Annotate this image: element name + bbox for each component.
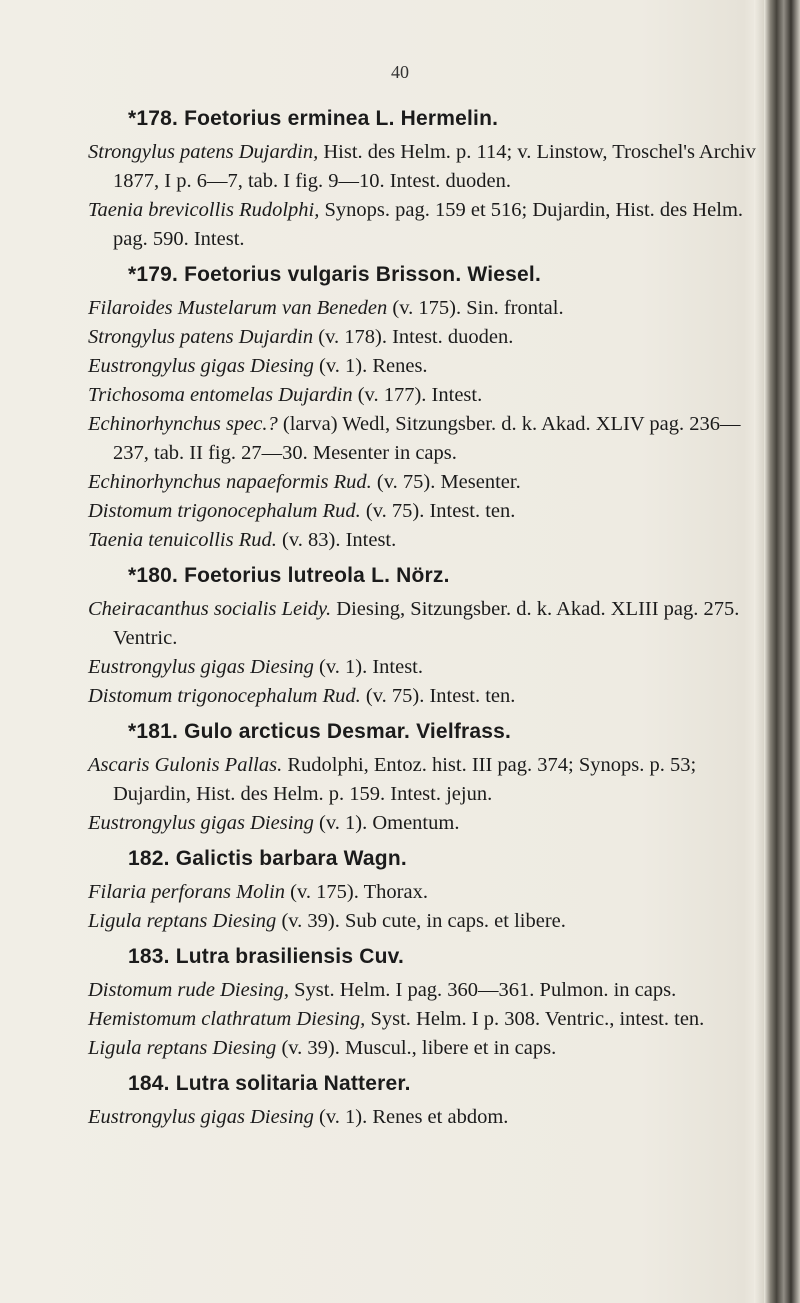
- parasite-name: Taenia brevicollis Rudolphi,: [88, 199, 320, 221]
- parasite-name: Filaroides Mustelarum van Beneden: [88, 297, 388, 319]
- parasite-entry: [88, 1034, 760, 1063]
- parasite-name: Filaria perforans Molin: [88, 881, 286, 903]
- page-edge-binding: [764, 0, 800, 1303]
- parasite-reference: Synops. pag. 159 et 516; Dujardin, Hist. des Helm. pag. 590. Intest.: [113, 199, 744, 250]
- parasite-entry: [88, 1005, 760, 1034]
- parasite-entry: [88, 294, 760, 323]
- parasite-name: Echinorhynchus spec.?: [88, 413, 278, 435]
- parasite-reference: (v. 75). Mesenter.: [371, 471, 521, 493]
- parasite-reference: (v. 1). Intest.: [313, 656, 424, 678]
- species-heading: 184. Lutra solitaria Natterer.: [128, 1072, 411, 1095]
- parasite-name: Eustrongylus gigas Diesing: [88, 355, 314, 377]
- species-section: [88, 104, 760, 260]
- parasite-reference: (v. 75). Intest. ten.: [360, 685, 516, 707]
- parasite-reference: (v. 75). Intest. ten.: [360, 500, 516, 522]
- parasite-name: Echinorhynchus napaeformis Rud.: [88, 471, 372, 493]
- species-section: [88, 844, 760, 942]
- parasite-entry: [88, 323, 760, 352]
- parasite-name: Eustrongylus gigas Diesing: [88, 1106, 314, 1128]
- parasite-entry: [88, 595, 760, 653]
- parasite-name: Ascaris Gulonis Pallas.: [88, 754, 283, 776]
- parasite-reference: Syst. Helm. I pag. 360—361. Pulmon. in caps.: [289, 979, 677, 1001]
- parasite-reference: (v. 1). Renes et abdom.: [313, 1106, 509, 1128]
- parasite-name: Distomum trigonocephalum Rud.: [88, 500, 361, 522]
- parasite-name: Ligula reptans Diesing: [88, 1037, 277, 1059]
- parasite-entry: [88, 682, 760, 711]
- species-section: [88, 561, 760, 717]
- parasite-reference: (v. 1). Renes.: [313, 355, 428, 377]
- parasite-reference: (v. 39). Sub cute, in caps. et libere.: [276, 910, 566, 932]
- parasite-name: Trichosoma entomelas Dujardin: [88, 384, 353, 406]
- section-spacer: [88, 1132, 760, 1138]
- parasite-entry: [88, 751, 760, 809]
- species-section: [88, 1069, 760, 1138]
- species-section: [88, 260, 760, 561]
- parasite-entry: [88, 907, 760, 936]
- parasite-name: Eustrongylus gigas Diesing: [88, 812, 314, 834]
- parasite-name: Strongylus patens Dujardin,: [88, 141, 319, 163]
- parasite-name: Distomum rude Diesing,: [88, 979, 290, 1001]
- parasite-reference: (v. 178). Intest. duoden.: [313, 326, 514, 348]
- parasite-reference: (v. 177). Intest.: [352, 384, 483, 406]
- parasite-name: Cheiracanthus socialis Leidy.: [88, 598, 332, 620]
- parasite-name: Hemistomum clathratum Diesing,: [88, 1008, 366, 1030]
- species-heading: 182. Galictis barbara Wagn.: [128, 847, 407, 870]
- page-number: 40: [391, 62, 409, 82]
- species-heading: *180. Foetorius lutreola L. Nörz.: [128, 564, 450, 587]
- parasite-entry: [88, 653, 760, 682]
- parasite-name: Ligula reptans Diesing: [88, 910, 277, 932]
- species-section: [88, 717, 760, 844]
- parasite-entry: [88, 1103, 760, 1132]
- species-section: [88, 942, 760, 1069]
- parasite-reference: (larva) Wedl, Sitzungsber. d. k. Akad. XLIV pag. 236—237, tab. II fig. 27—30. Mesenter in caps.: [113, 413, 741, 464]
- parasite-entry: [88, 138, 760, 196]
- species-heading: *181. Gulo arcticus Desmar. Vielfrass.: [128, 720, 512, 743]
- parasite-entry: [88, 809, 760, 838]
- parasite-reference: (v. 175). Thorax.: [285, 881, 428, 903]
- parasite-entry: [88, 878, 760, 907]
- species-heading: *179. Foetorius vulgaris Brisson. Wiesel.: [128, 263, 541, 286]
- parasite-entry: [88, 976, 760, 1005]
- species-heading: *178. Foetorius erminea L. Hermelin.: [128, 107, 499, 130]
- parasite-entry: [88, 352, 760, 381]
- parasite-entry: [88, 410, 760, 468]
- parasite-name: Distomum trigonocephalum Rud.: [88, 685, 361, 707]
- parasite-entry: [88, 196, 760, 254]
- parasite-entry: [88, 497, 760, 526]
- parasite-entry: [88, 381, 760, 410]
- parasite-name: Eustrongylus gigas Diesing: [88, 656, 314, 678]
- parasite-name: Strongylus patens Dujardin: [88, 326, 314, 348]
- parasite-name: Taenia tenuicollis Rud.: [88, 529, 277, 551]
- parasite-entry: [88, 526, 760, 555]
- parasite-reference: (v. 175). Sin. frontal.: [387, 297, 564, 319]
- parasite-reference: Hist. des Helm. p. 114; v. Linstow, Troschel's Archiv 1877, I p. 6—7, tab. I fig. 9—10. Intest. duoden.: [113, 141, 756, 192]
- parasite-reference: Syst. Helm. I p. 308. Ventric., intest. ten.: [365, 1008, 705, 1030]
- species-heading: 183. Lutra brasiliensis Cuv.: [128, 945, 404, 968]
- parasite-reference: (v. 39). Muscul., libere et in caps.: [276, 1037, 557, 1059]
- parasite-reference: (v. 1). Omentum.: [313, 812, 460, 834]
- page-content: [88, 104, 760, 1138]
- parasite-entry: [88, 468, 760, 497]
- parasite-reference: (v. 83). Intest.: [276, 529, 397, 551]
- parasite-reference: Rudolphi, Entoz. hist. III pag. 374; Synops. p. 53; Dujardin, Hist. des Helm. p. 159. Intest. jejun.: [113, 754, 697, 805]
- parasite-reference: Diesing, Sitzungsber. d. k. Akad. XLIII pag. 275. Ventric.: [113, 598, 740, 649]
